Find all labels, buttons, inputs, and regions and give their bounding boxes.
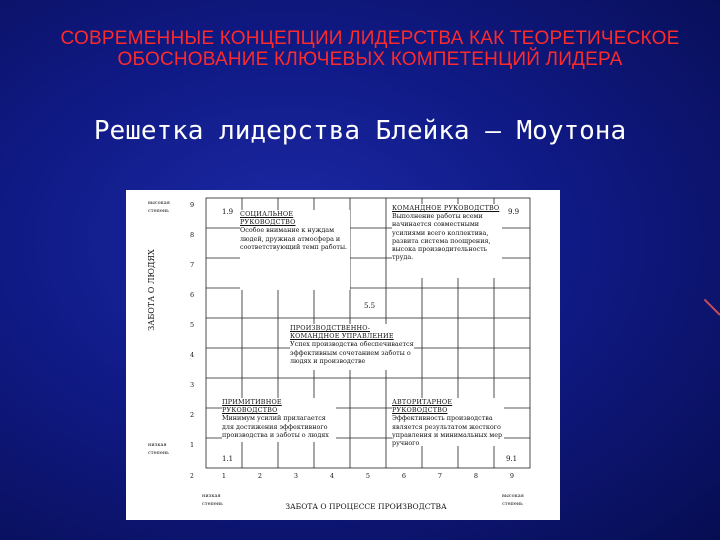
x-tick-label: 5 xyxy=(365,472,371,480)
y-tick-label: 3 xyxy=(190,381,195,389)
leadership-grid xyxy=(126,190,560,520)
slide-title: СОВРЕМЕННЫЕ КОНЦЕПЦИИ ЛИДЕРСТВА КАК ТЕОРЕТИЧЕСКОЕ ОБОСНОВАНИЕ КЛЮЧЕВЫХ КОМПЕТЕНЦИЙ ЛИДЕРА xyxy=(60,28,680,70)
team-style-text: Выполнение работы всеми начинается совместными усилиями всего коллектива, развита система поощрения, высока производительность труда. xyxy=(392,212,491,262)
decorative-line xyxy=(704,299,720,316)
x-tick-label: 1 xyxy=(221,472,227,480)
corner-bottom-left-y-1: низкая xyxy=(148,442,167,448)
authoritarian-style-text: Эффективность производства является результатом жесткого управления и минимальных мер ручного xyxy=(392,414,503,448)
point-5-5: 5.5 xyxy=(364,302,376,310)
social-style-box xyxy=(240,210,350,290)
x-tick-label: 7 xyxy=(437,472,443,480)
y-axis-title: ЗАБОТА О ЛЮДЯХ xyxy=(147,249,156,331)
x-tick-label: 4 xyxy=(329,472,335,480)
x-tick-label: 3 xyxy=(293,472,299,480)
point-9-1: 9.1 xyxy=(506,455,518,463)
middle-style-text: Успех производства обеспечивается эффективным сочетанием заботы о людях и производстве xyxy=(290,340,414,365)
corner-bottom-left-x-1: низкая xyxy=(202,493,221,499)
y-tick-label: 5 xyxy=(190,321,195,329)
corner-top-left-1: высокая xyxy=(148,200,170,206)
y-tick-label: 9 xyxy=(190,201,195,209)
middle-style-box xyxy=(290,324,414,370)
slide-subtitle: Решетка лидерства Блейка – Моутона xyxy=(93,116,627,146)
social-style-text: Особое внимание к нуждам людей, дружная атмосфера и соответствующий темп работы. xyxy=(240,226,348,251)
x-tick-label: 2 xyxy=(257,472,263,480)
corner-bottom-left-x-2: степень xyxy=(202,501,223,507)
x-tick-label: 9 xyxy=(509,472,515,480)
y-tick-label: 6 xyxy=(190,291,195,299)
corner-bottom-right-x-1: высокая xyxy=(502,493,524,499)
authoritarian-style-heading: АВТОРИТАРНОЕ РУКОВОДСТВО xyxy=(392,398,453,415)
middle-style-heading: ПРОИЗВОДСТВЕННО-КОМАНДНОЕ УПРАВЛЕНИЕ xyxy=(290,324,394,341)
primitive-style-text: Минимум усилий прилагается для достижения эффективного производства и заботы о людях xyxy=(222,414,329,439)
authoritarian-style-box xyxy=(392,398,504,446)
team-style-heading: КОМАНДНОЕ РУКОВОДСТВО xyxy=(392,204,500,212)
origin-label: 2 xyxy=(190,473,194,480)
primitive-style-box xyxy=(222,398,336,442)
y-tick-label: 2 xyxy=(190,411,195,419)
y-tick-label: 8 xyxy=(190,231,195,239)
x-tick-label: 6 xyxy=(401,472,407,480)
corner-bottom-left-y-2: степень xyxy=(148,450,169,456)
social-style-heading: СОЦИАЛЬНОЕ РУКОВОДСТВО xyxy=(240,210,296,227)
x-axis-title: ЗАБОТА О ПРОЦЕССЕ ПРОИЗВОДСТВА xyxy=(285,502,447,511)
point-1-1: 1.1 xyxy=(222,455,234,463)
point-9-9: 9.9 xyxy=(508,208,520,216)
primitive-style-heading: ПРИМИТИВНОЕ РУКОВОДСТВО xyxy=(222,398,282,415)
corner-bottom-right-x-2: степень xyxy=(502,501,523,507)
team-style-box xyxy=(392,204,502,278)
y-tick-label: 4 xyxy=(190,351,195,359)
y-tick-label: 1 xyxy=(190,441,195,449)
corner-top-left-2: степень xyxy=(148,208,169,214)
point-1-9: 1.9 xyxy=(222,208,234,216)
y-tick-label: 7 xyxy=(190,261,195,269)
x-tick-label: 8 xyxy=(473,472,479,480)
